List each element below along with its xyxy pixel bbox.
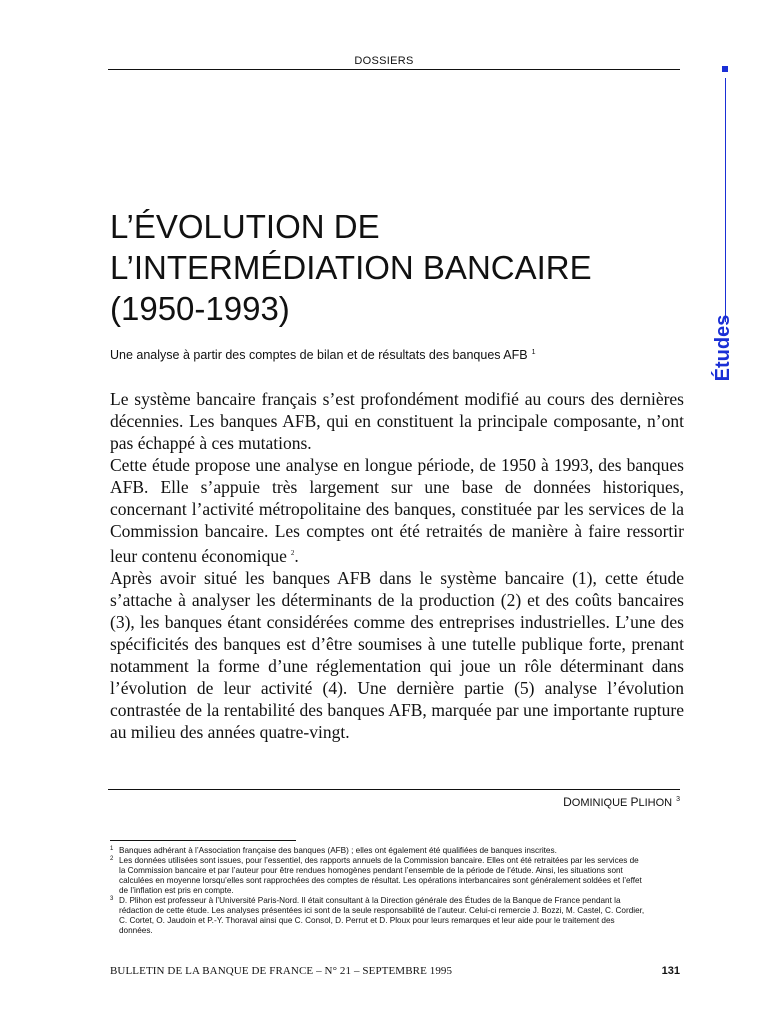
author-initial: D — [563, 795, 572, 809]
author-initial: P — [630, 795, 639, 809]
page-number: 131 — [661, 965, 680, 977]
footnote-ref: 1 — [531, 348, 536, 356]
paragraph-end: . — [294, 545, 299, 566]
article-intro — [110, 388, 684, 743]
paragraph-text: Cette étude propose une analyse en longue période, de 1950 à 1993, des banques AFB. Elle s’appuie très largement sur une base de données historiques, concernant l’activité métropolitaine des banques, constituée par les services de la Commission bancaire. Les comptes ont été retraités de manière à faire ressortir leur contenu économique — [110, 455, 684, 566]
author-first-rest: OMINIQUE — [571, 797, 628, 809]
author-rule — [108, 789, 680, 790]
title-line: L’INTERMÉDIATION BANCAIRE — [110, 249, 592, 286]
section-side-label: Études — [712, 314, 734, 382]
author-name — [563, 795, 680, 809]
footnote — [110, 846, 645, 856]
side-marker — [722, 66, 728, 72]
footnote-number: 1 — [110, 846, 114, 852]
footnote-ref: 2 — [290, 549, 295, 557]
footnote-number: 2 — [110, 856, 114, 862]
title-line: L’ÉVOLUTION DE — [110, 208, 380, 245]
bulletin-footer: BULLETIN DE LA BANQUE DE FRANCE – N° 21 – SEPTEMBRE 1995 — [110, 965, 453, 977]
footnote — [110, 896, 645, 936]
article-title — [110, 206, 670, 329]
footnote-rule — [110, 840, 296, 841]
footnote-text: Les données utilisées sont issues, pour l’essentiel, des rapports annuels de la Commission bancaire. Elles ont été retraitées par les services de la Commission bancaire et par l’auteur pour être rendues homogènes pendant l’ensemble de la période de l’étude. Ainsi, les situations sont calculées en moyenne lorsqu’elles sont rapprochées des comptes de résultat. Les opérations interbancaires sont généralement soldées et l’effet de l’inflation est pris en compte. — [119, 856, 642, 895]
article-subtitle — [110, 348, 670, 362]
author-last-rest: LIHON — [638, 797, 673, 809]
side-line — [725, 78, 726, 322]
footnote-number: 3 — [110, 896, 114, 902]
intro-paragraph: Après avoir situé les banques AFB dans le système bancaire (1), cette étude s’attache à analyser les déterminants de la production (2) et des coûts bancaires (3), les banques étant considérées comme des entreprises industrielles. L’une des spécificités des banques est d’être soumises à une tutelle publique forte, prenant notamment la forme d’une réglementation qui joue un rôle déterminant dans l’évolution de leur activité (4). Une dernière partie (5) analyse l’évolution contrastée de la rentabilité des banques AFB, marquée par une importante rupture au milieu des années quatre-vingt. — [110, 567, 684, 742]
footnote — [110, 856, 645, 896]
intro-paragraph: Le système bancaire français s’est profondément modifié au cours des dernières décennies. Les banques AFB, qui en constituent la principale composante, n’ont pas échappé à ces mutations. — [110, 389, 684, 453]
header-rule — [108, 69, 680, 70]
title-line: (1950-1993) — [110, 290, 290, 327]
footnotes — [110, 846, 645, 936]
intro-paragraph — [110, 454, 684, 567]
footnote-text: Banques adhérant à l’Association française des banques (AFB) ; elles ont également été qualifiées de banques inscrites. — [119, 846, 557, 855]
section-header: DOSSIERS — [354, 55, 414, 67]
footnote-text: D. Plihon est professeur à l’Université Paris-Nord. Il était consultant à la Direction générale des Études de la Banque de France pendant la rédaction de cette étude. Les analyses présentées ici sont de la seule responsabilité de l’auteur. Celui-ci remercie J. Bozzi, M. Castel, C. Cordier, C. Cortet, O. Jaudoin et P.-Y. Thoraval ainsi que C. Consol, D. Perrut et D. Ploux pour leurs remarques et leur aide pour le traitement des données. — [119, 896, 645, 935]
subtitle-text: Une analyse à partir des comptes de bilan et de résultats des banques AFB — [110, 348, 528, 362]
footnote-ref: 3 — [676, 796, 680, 804]
